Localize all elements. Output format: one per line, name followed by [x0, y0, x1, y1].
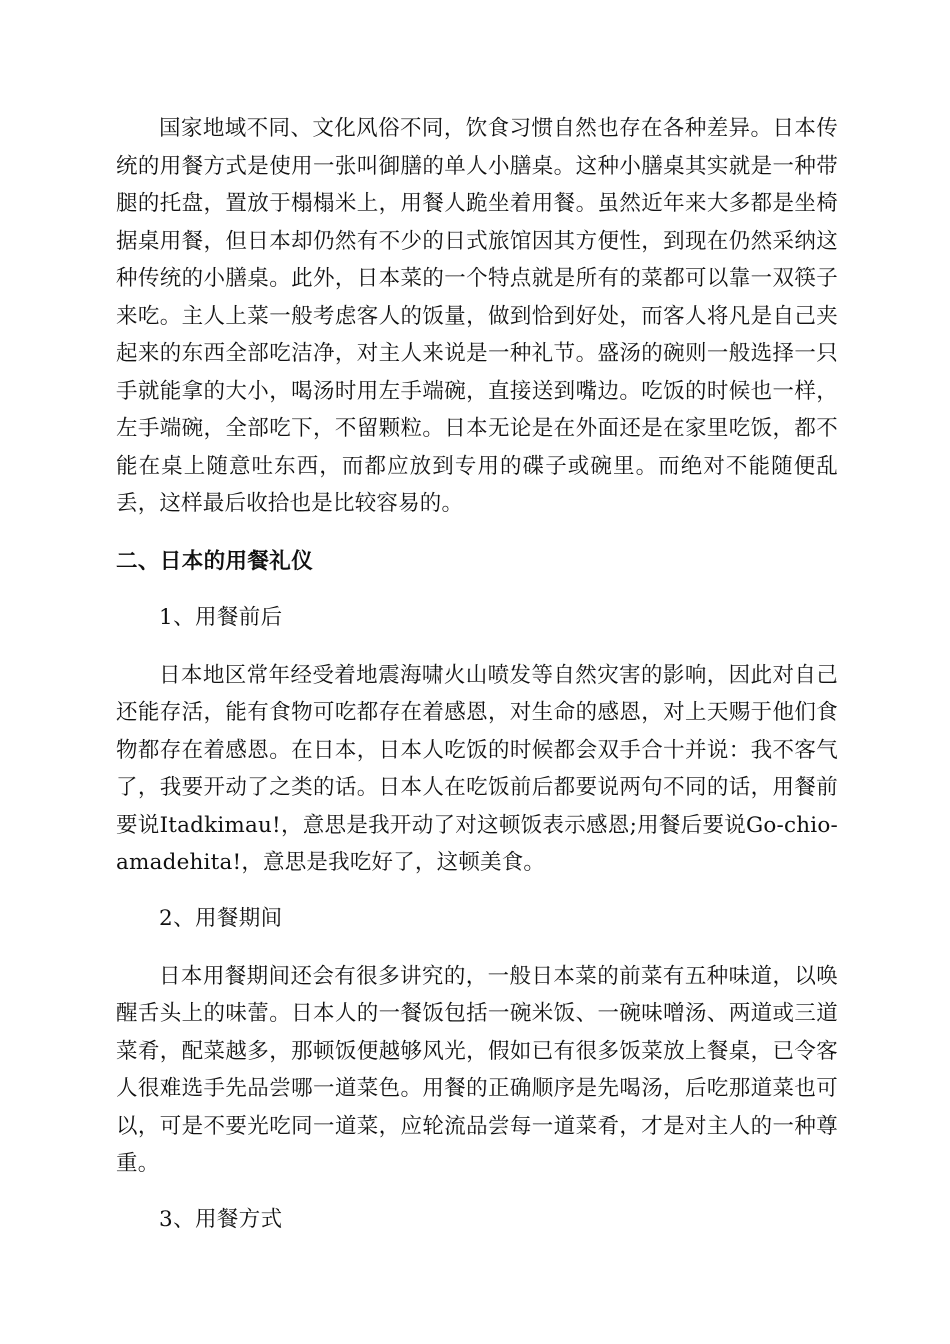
- subsection-title-before-after-meal: 1、用餐前后: [159, 604, 283, 630]
- intro-paragraph: 国家地域不同、文化风俗不同，饮食习惯自然也存在各种差异。日本传统的用餐方式是使用一张叫御膳的单人小膳桌。这种小膳桌其实就是一种带腿的托盘，置放于榻榻米上，用餐人跪坐着用餐。虽然近年来大多都是坐椅据桌用餐，但日本却仍然有不少的日式旅馆因其方便性，到现在仍然采纳这种传统的小膳桌。此外，日本菜的一个特点就是所有的菜都可以靠一双筷子来吃。主人上菜一般考虑客人的饭量，做到恰到好处，而客人将凡是自己夹起来的东西全部吃洁净，对主人来说是一种礼节。盛汤的碗则一般选择一只手就能拿的大小，喝汤时用左手端碗，直接送到嘴边。吃饭的时候也一样，左手端碗，全部吃下，不留颗粒。日本无论是在外面还是在家里吃饭，都不能在桌上随意吐东西，而都应放到专用的碟子或碗里。而绝对不能随便乱丢，这样最后收拾也是比较容易的。: [116, 116, 838, 516]
- section-heading: 二、日本的用餐礼仪: [116, 548, 314, 574]
- subsection-text-during-meal: 日本用餐期间还会有很多讲究的，一般日本菜的前菜有五种味道，以唤醒舌头上的味蕾。日本人的一餐饭包括一碗米饭、一碗味噌汤、两道或三道菜肴，配菜越多，那顿饭便越够风光，假如已有很多饭菜放上餐桌，已令客人很难选手先品尝哪一道菜色。用餐的正确顺序是先喝汤，后吃那道菜也可以，可是不要光吃同一道菜，应轮流品尝每一道菜肴，才是对主人的一种尊重。: [116, 963, 838, 1176]
- subsection-title-during-meal: 2、用餐期间: [159, 905, 283, 931]
- subsection-text-before-after-meal: 日本地区常年经受着地震海啸火山喷发等自然灾害的影响，因此对自己还能存活，能有食物可吃都存在着感恩，对生命的感恩，对上天赐于他们食物都存在着感恩。在日本，日本人吃饭的时候都会双手合十并说：我不客气了，我要开动了之类的话。日本人在吃饭前后都要说两句不同的话，用餐前要说Itadkimau!，意思是我开动了对这顿饭表示感恩;用餐后要说Go-chio-amadehita!，意思是我吃好了，这顿美食。: [116, 662, 838, 875]
- subsection-title-dining-manner: 3、用餐方式: [159, 1206, 283, 1232]
